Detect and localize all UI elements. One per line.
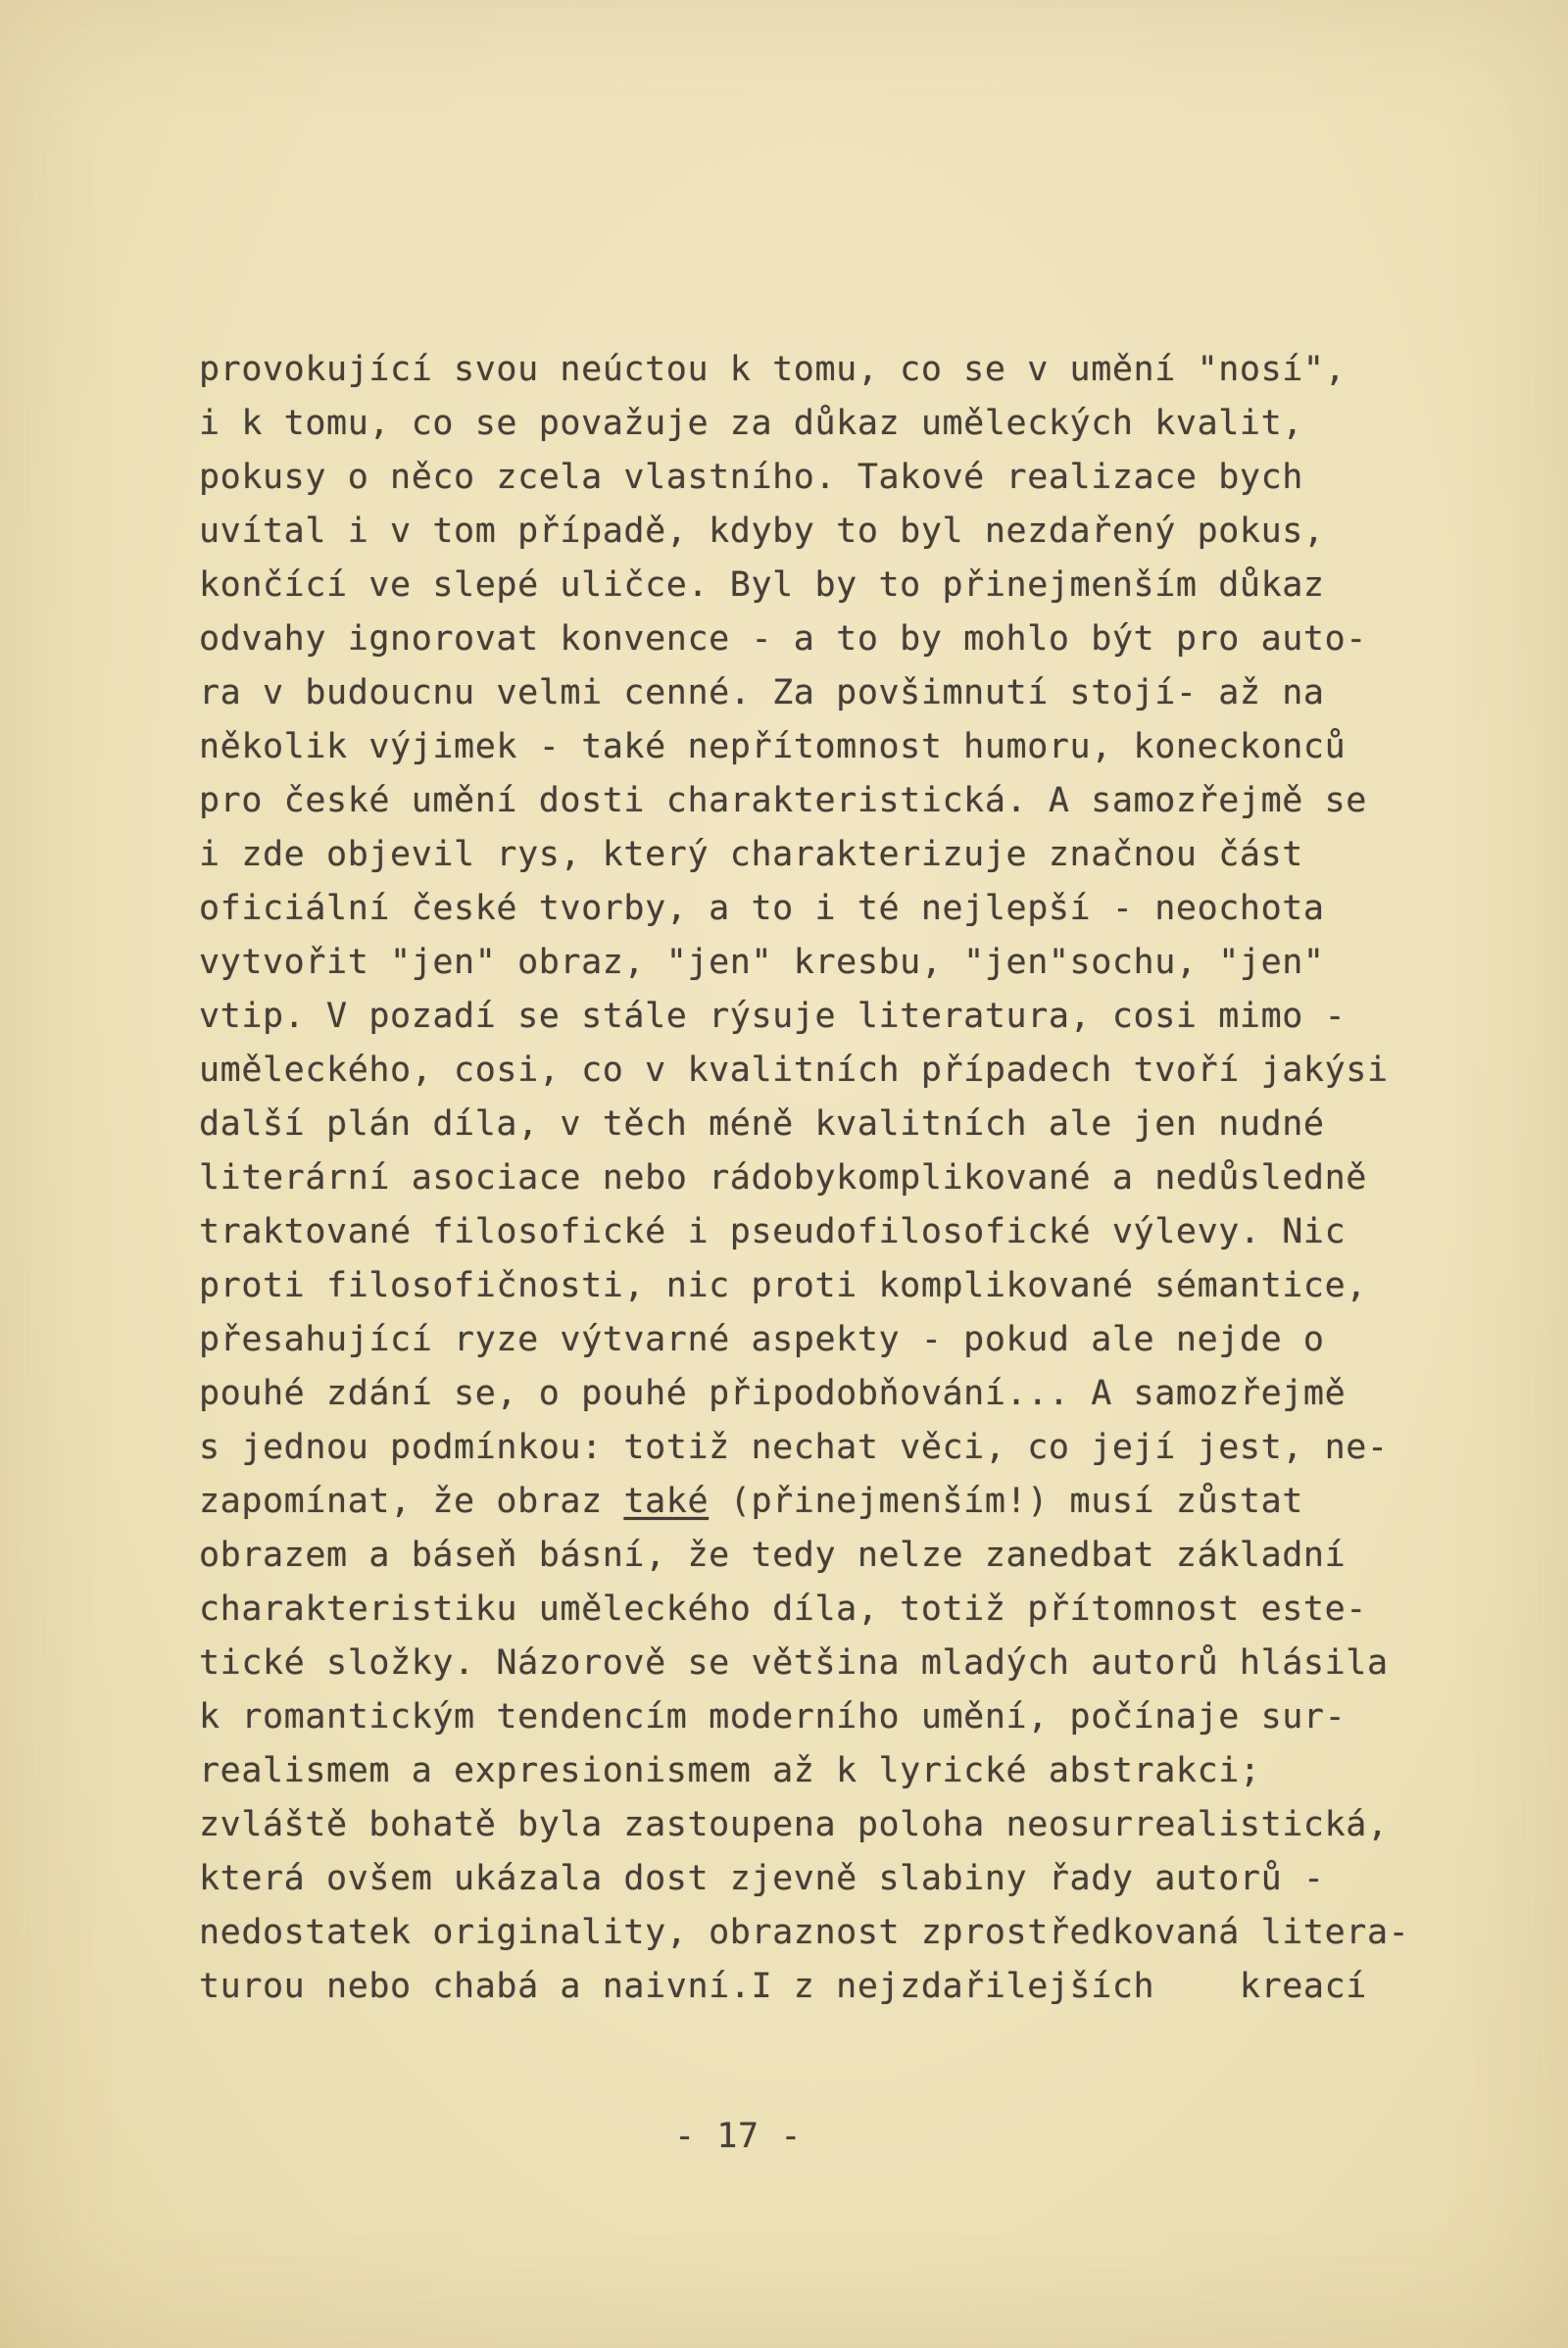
text-line xyxy=(199,720,1434,774)
text-line xyxy=(199,1421,1434,1475)
text-line xyxy=(199,1044,1434,1098)
text-line xyxy=(199,343,1434,397)
text-segment: literární asociace nebo rádobykomplikované a nedůsledně xyxy=(199,1158,1367,1198)
text-segment: uměleckého, cosi, co v kvalitních případech tvoří jakýsi xyxy=(199,1051,1389,1090)
text-line xyxy=(199,559,1434,612)
document-lines xyxy=(199,343,1434,2014)
text-line xyxy=(199,612,1434,666)
text-segment: odvahy ignorovat konvence - a to by mohlo být pro auto- xyxy=(199,619,1367,659)
text-line xyxy=(199,1852,1434,1906)
text-line xyxy=(199,1637,1434,1690)
text-segment: (přinejmenším!) musí zůstat xyxy=(709,1482,1303,1521)
text-line xyxy=(199,1205,1434,1259)
text-segment: turou nebo chabá a naivní.I z nejzdařilejších kreací xyxy=(199,1967,1367,2006)
text-line xyxy=(199,936,1434,990)
text-segment: ra v budoucnu velmi cenné. Za povšimnutí stojí- až na xyxy=(199,673,1325,712)
text-segment: končící ve slepé uličce. Byl by to přinejmenším důkaz xyxy=(199,565,1325,605)
text-segment: nedostatek originality, obraznost zprostředkovaná litera- xyxy=(199,1913,1410,1952)
text-line xyxy=(199,1744,1434,1798)
text-segment: k romantickým tendencím moderního umění, počínaje sur- xyxy=(199,1697,1347,1737)
text-line xyxy=(199,1906,1434,1960)
text-segment: proti filosofičnosti, nic proti komplikované sémantice, xyxy=(199,1266,1367,1305)
text-line xyxy=(199,451,1434,505)
page-number: - 17 - xyxy=(673,2117,803,2156)
text-segment: vtip. V pozadí se stále rýsuje literatura, cosi mimo - xyxy=(199,997,1347,1036)
text-segment: která ovšem ukázala dost zjevně slabiny řady autorů - xyxy=(199,1859,1325,1898)
text-segment: pro české umění dosti charakteristická. A samozřejmě se xyxy=(199,781,1367,820)
text-line xyxy=(199,1313,1434,1367)
text-segment: pokusy o něco zcela vlastního. Takové realizace bych xyxy=(199,458,1303,497)
text-segment: několik výjimek - také nepřítomnost humoru, koneckonců xyxy=(199,727,1347,766)
text-line xyxy=(199,1529,1434,1583)
text-segment: charakteristiku uměleckého díla, totiž přítomnost este- xyxy=(199,1590,1367,1629)
text-segment: pouhé zdání se, o pouhé připodobňování... A samozřejmě xyxy=(199,1374,1347,1413)
text-line xyxy=(199,1367,1434,1421)
text-segment: provokující svou neúctou k tomu, co se v umění "nosí", xyxy=(199,350,1347,389)
text-line xyxy=(199,882,1434,936)
text-segment: i k tomu, co se považuje za důkaz uměleckých kvalit, xyxy=(199,404,1303,443)
text-line xyxy=(199,666,1434,720)
underlined-word: také xyxy=(623,1482,710,1521)
text-line xyxy=(199,1583,1434,1637)
text-line xyxy=(199,397,1434,451)
text-line xyxy=(199,505,1434,559)
text-segment: vytvořit "jen" obraz, "jen" kresbu, "jen"sochu, "jen" xyxy=(199,943,1325,982)
text-line xyxy=(199,1960,1434,2014)
text-segment: další plán díla, v těch méně kvalitních ale jen nudné xyxy=(199,1104,1325,1144)
text-segment: realismem a expresionismem až k lyrické abstrakci; xyxy=(199,1751,1261,1790)
text-segment: i zde objevil rys, který charakterizuje značnou část xyxy=(199,835,1303,874)
text-segment: zapomínat, že obraz xyxy=(199,1482,624,1521)
text-segment: tické složky. Názorově se většina mladých autorů hlásila xyxy=(199,1643,1389,1683)
text-line xyxy=(199,774,1434,828)
text-line xyxy=(199,1098,1434,1151)
text-line xyxy=(199,990,1434,1044)
text-line xyxy=(199,1151,1434,1205)
text-segment: oficiální české tvorby, a to i té nejlepší - neochota xyxy=(199,889,1325,928)
text-segment: přesahující ryze výtvarné aspekty - pokud ale nejde o xyxy=(199,1320,1325,1359)
text-segment: uvítal i v tom případě, kdyby to byl nezdařený pokus, xyxy=(199,512,1325,551)
text-segment: traktované filosofické i pseudofilosofické výlevy. Nic xyxy=(199,1212,1347,1251)
text-line xyxy=(199,1259,1434,1313)
text-segment: zvláště bohatě byla zastoupena poloha neosurrealistická, xyxy=(199,1805,1389,1844)
text-line xyxy=(199,828,1434,882)
text-line xyxy=(199,1475,1434,1529)
text-line xyxy=(199,1690,1434,1744)
text-segment: s jednou podmínkou: totiž nechat věci, co její jest, ne- xyxy=(199,1428,1389,1467)
text-segment: obrazem a báseň básní, že tedy nelze zanedbat základní xyxy=(199,1536,1347,1575)
text-line xyxy=(199,1798,1434,1852)
